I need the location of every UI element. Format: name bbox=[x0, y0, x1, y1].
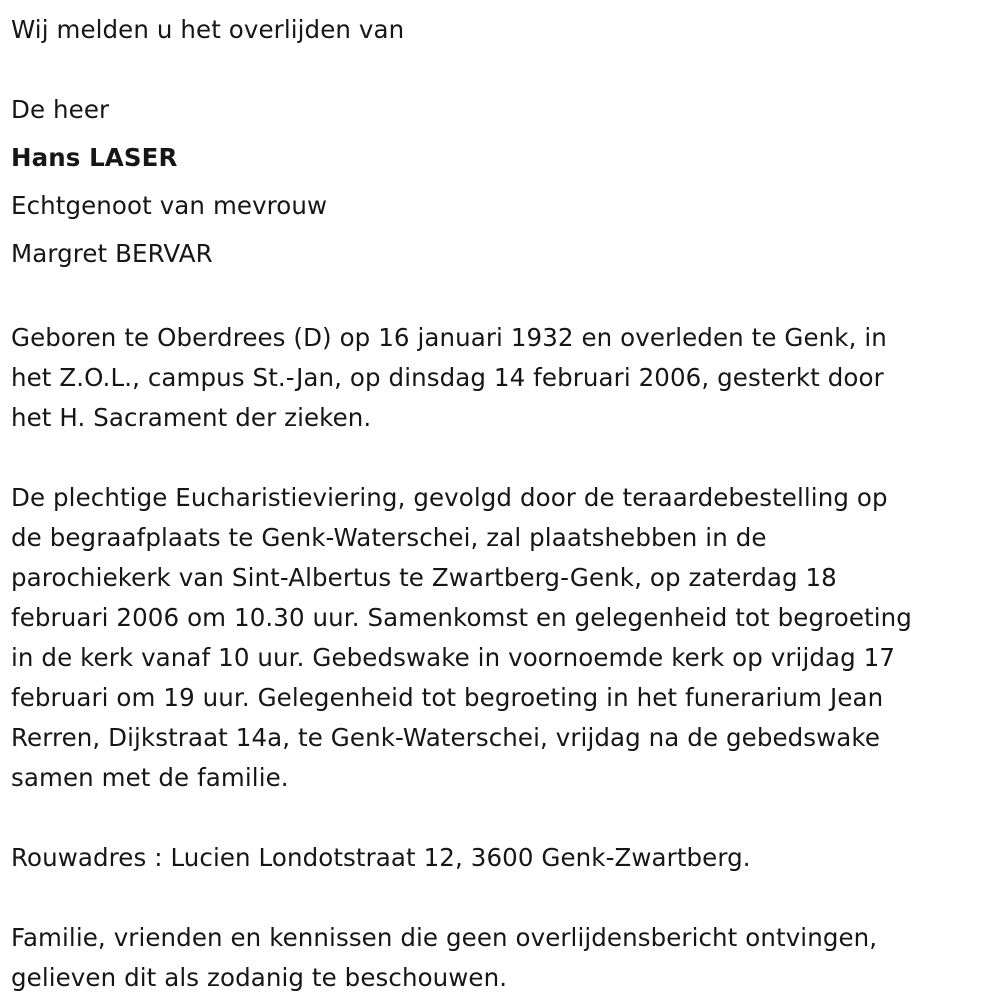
paragraph-line: parochiekerk van Sint-Albertus te Zwartberg-Genk, op zaterdag 18 bbox=[11, 563, 837, 592]
spacer bbox=[11, 798, 993, 838]
paragraph-line: Rerren, Dijkstraat 14a, te Genk-Waterschei, vrijdag na de gebedswake bbox=[11, 723, 881, 752]
paragraph-line: samen met de familie. bbox=[11, 763, 289, 792]
mourning-address: Rouwadres : Lucien Londotstraat 12, 3600 Genk-Zwartberg. bbox=[11, 843, 751, 872]
spacer bbox=[11, 54, 993, 86]
paragraph-line: Familie, vrienden en kennissen die geen overlijdensbericht ontvingen, bbox=[11, 923, 878, 952]
deceased-name: Hans LASER bbox=[11, 143, 178, 172]
paragraph-line: in de kerk vanaf 10 uur. Gebedswake in voornoemde kerk op vrijdag 17 bbox=[11, 643, 896, 672]
paragraph-line: het H. Sacrament der zieken. bbox=[11, 403, 372, 432]
paragraph-line: februari 2006 om 10.30 uur. Samenkomst en gelegenheid tot begroeting bbox=[11, 603, 912, 632]
paragraph-line: de begraafplaats te Genk-Waterschei, zal plaatshebben in de bbox=[11, 523, 767, 552]
obituary-document bbox=[11, 6, 993, 998]
paragraph-line: februari om 19 uur. Gelegenheid tot begroeting in het funerarium Jean bbox=[11, 683, 884, 712]
spacer bbox=[11, 278, 993, 318]
paragraph-line: De plechtige Eucharistieviering, gevolgd door de teraardebestelling op bbox=[11, 483, 888, 512]
closing-paragraph bbox=[11, 918, 993, 998]
spacer bbox=[11, 878, 993, 918]
spouse-name: Margret BERVAR bbox=[11, 239, 213, 268]
title-prefix: De heer bbox=[11, 95, 110, 124]
birth-death-paragraph bbox=[11, 318, 993, 438]
spouse-label: Echtgenoot van mevrouw bbox=[11, 191, 328, 220]
paragraph-line: gelieven dit als zodanig te beschouwen. bbox=[11, 963, 508, 992]
spacer bbox=[11, 438, 993, 478]
paragraph-line: Geboren te Oberdrees (D) op 16 januari 1932 en overleden te Genk, in bbox=[11, 323, 887, 352]
paragraph-line: het Z.O.L., campus St.-Jan, op dinsdag 14 februari 2006, gesterkt door bbox=[11, 363, 884, 392]
ceremony-paragraph bbox=[11, 478, 993, 798]
intro-text: Wij melden u het overlijden van bbox=[11, 15, 405, 44]
